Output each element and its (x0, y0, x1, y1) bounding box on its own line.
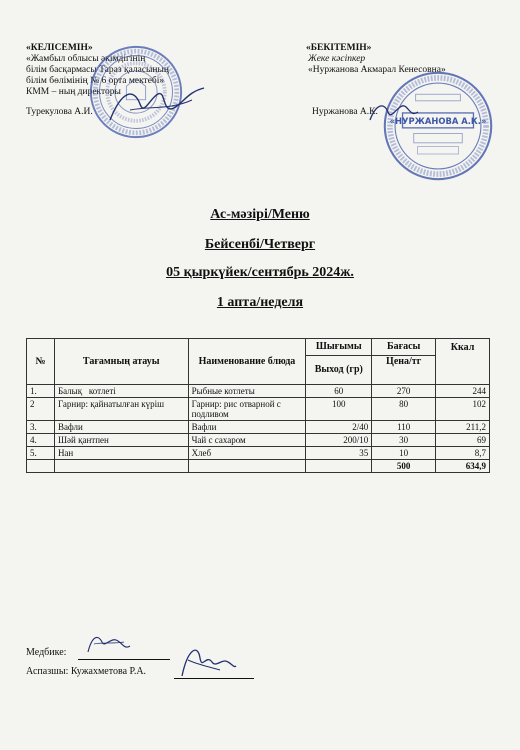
cell-num: 3. (27, 421, 55, 434)
cell-name-kz: Гарнир: қайнатылған күріш (54, 398, 188, 421)
approval-right-line2: «Нуржанова Акмарал Кенесовна» (308, 65, 446, 75)
cook-signature-line (174, 677, 254, 679)
cell-name-kz: Нан (54, 447, 188, 460)
entrepreneur-seal-stamp (382, 70, 494, 182)
cell-name-ru: Рыбные котлеты (188, 385, 306, 398)
approval-left (26, 43, 169, 98)
cell-num: 2 (27, 398, 55, 421)
table-row (27, 434, 490, 447)
cell-kcal: 211,2 (436, 421, 490, 434)
cook-label: Аспазшы: Кужахметова Р.А. (26, 666, 147, 677)
header-name-kz: Тағамның атауы (54, 339, 188, 385)
total-empty-yield (306, 460, 372, 473)
header-price-ru: Цена/тг (372, 356, 436, 385)
menu-heading: Ас-мәзірі/Меню (210, 207, 310, 222)
cell-num: 5. (27, 447, 55, 460)
table-total-row (27, 460, 490, 473)
header-price-kz: Бағасы (372, 339, 436, 356)
cell-kcal: 8,7 (436, 447, 490, 460)
table-row (27, 447, 490, 460)
approval-left-title: «КЕЛІСЕМІН» (26, 43, 93, 53)
cell-price: 80 (372, 398, 436, 421)
header-yield-ru: Выход (гр) (306, 356, 372, 385)
cell-name-ru: Гарнир: рис отварной с подливом (188, 398, 306, 421)
header-name-ru: Наименование блюда (188, 339, 306, 385)
date-heading: 05 қыркүйек/сентябрь 2024ж. (166, 265, 354, 280)
menu-table (26, 338, 490, 473)
cell-num: 1. (27, 385, 55, 398)
day-heading: Бейсенбі/Четверг (204, 237, 316, 252)
medic-label: Медбике: (26, 647, 67, 658)
cell-yield: 200/10 (306, 434, 372, 447)
cell-kcal: 69 (436, 434, 490, 447)
cell-yield: 35 (306, 447, 372, 460)
approval-left-line3: білім бөлімінің № 6 орта мектебі» (26, 76, 165, 86)
table-row (27, 385, 490, 398)
cell-kcal: 244 (436, 385, 490, 398)
seal-right-text: «НУРЖАНОВА А.К.» (389, 116, 487, 127)
approval-right (306, 43, 446, 76)
total-empty-name-ru (188, 460, 306, 473)
approval-left-line2: білім басқармасы Тараз қаласының (26, 65, 169, 75)
cell-price: 10 (372, 447, 436, 460)
medic-signature (84, 630, 134, 658)
cook-signature (176, 640, 238, 682)
header-yield-kz: Шығымы (306, 339, 372, 356)
cell-name-kz: Вафли (54, 421, 188, 434)
approval-right-line1: Жеке кәсіпкер (308, 54, 366, 64)
approval-right-signer: Нуржанова А.К. (312, 107, 378, 117)
table-header-row (27, 339, 490, 356)
week-heading: 1 апта/неделя (216, 295, 304, 310)
total-empty-num (27, 460, 55, 473)
cell-kcal: 102 (436, 398, 490, 421)
cell-name-ru: Вафли (188, 421, 306, 434)
cell-name-kz: Балық котлеті (54, 385, 188, 398)
table-row (27, 421, 490, 434)
table-row (27, 398, 490, 421)
total-kcal: 634,9 (436, 460, 490, 473)
total-empty-name-kz (54, 460, 188, 473)
approval-left-line4: КММ – ның директоры (26, 87, 121, 97)
medic-signature-line (78, 658, 170, 660)
cell-yield: 100 (306, 398, 372, 421)
cell-num: 4. (27, 434, 55, 447)
cell-price: 270 (372, 385, 436, 398)
header-kcal: Ккал (436, 339, 490, 385)
cell-name-ru: Чай с сахаром (188, 434, 306, 447)
cell-yield: 2/40 (306, 421, 372, 434)
approval-right-title: «БЕКІТЕМІН» (306, 43, 372, 53)
total-price: 500 (372, 460, 436, 473)
cell-price: 110 (372, 421, 436, 434)
cell-name-ru: Хлеб (188, 447, 306, 460)
cell-name-kz: Шәй қантпен (54, 434, 188, 447)
approval-left-line1: «Жамбыл облысы әкімдігінің (26, 54, 146, 64)
cell-yield: 60 (306, 385, 372, 398)
approval-left-signer: Турекулова А.И. (26, 107, 93, 117)
header-num: № (27, 339, 55, 385)
cell-price: 30 (372, 434, 436, 447)
